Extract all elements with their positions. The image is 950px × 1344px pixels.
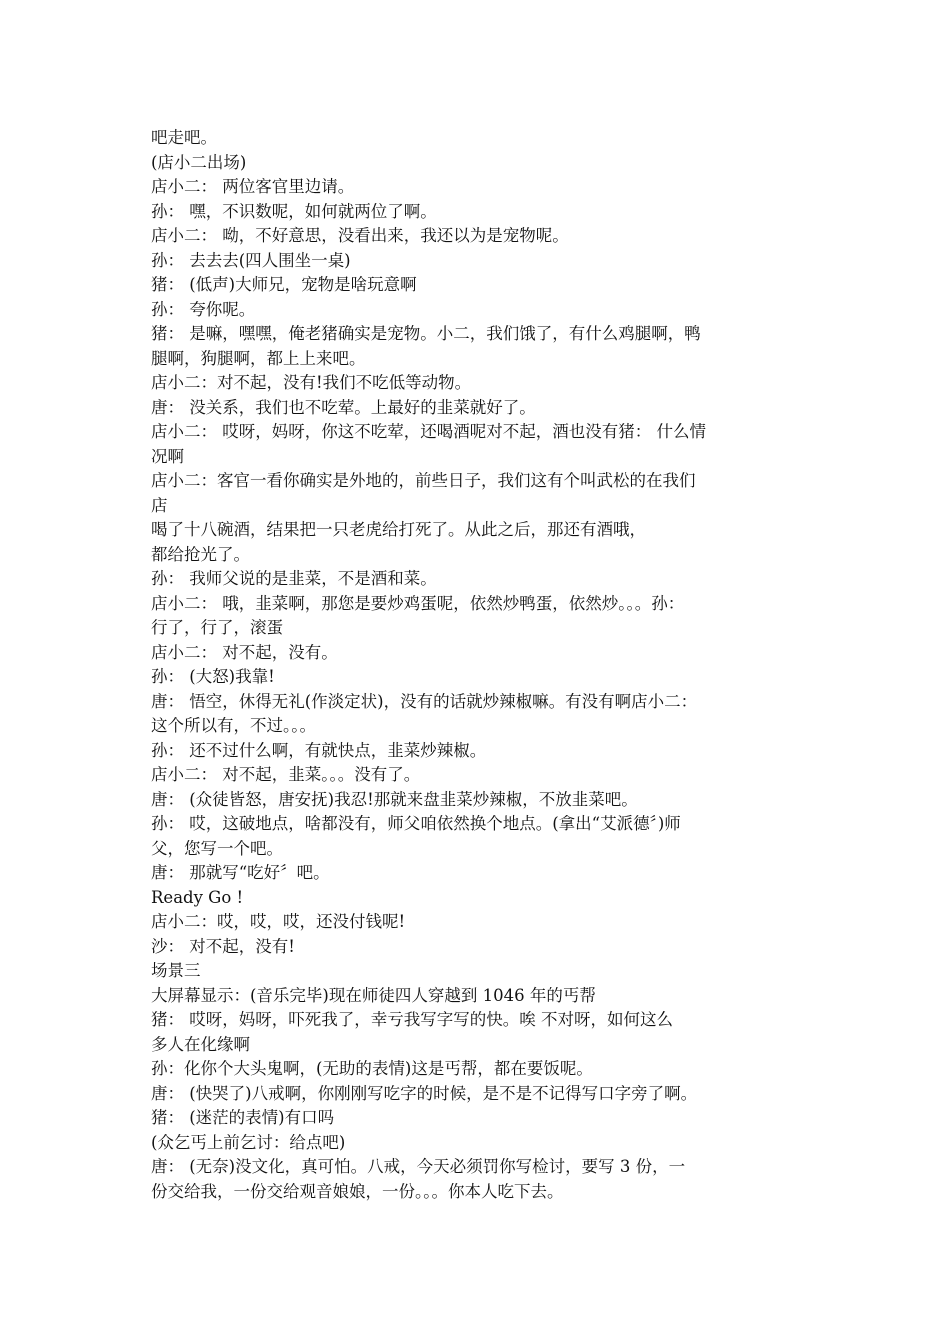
text-line: 孙： 我师父说的是韭菜，不是酒和菜。: [151, 569, 437, 588]
text-line: 父，您写一个吧。: [151, 838, 283, 858]
scene-heading: 场景三: [151, 961, 201, 980]
text-line: 店小二： 对不起，没有。: [151, 642, 338, 662]
text-line: 大屏幕显示：(音乐完毕)现在师徒四人穿越到 1046 年的丐帮: [151, 985, 596, 1005]
text-line: 猪： 哎呀，妈呀，吓死我了，幸亏我写字写的快。唉 不对呀，如何这么: [151, 1010, 673, 1029]
text-line: 这个所以有，不过。。。: [151, 716, 316, 735]
text-line: 店小二：哎，哎，哎，还没付钱呢!: [151, 912, 406, 931]
text-line: 店小二：对不起，没有!我们不吃低等动物。: [151, 373, 472, 392]
text-line: 店小二： 哦，韭菜啊，那您是要炒鸡蛋呢，依然炒鸭蛋，依然炒。。。孙：: [151, 593, 685, 613]
text-line: 吧走吧。: [151, 128, 217, 147]
text-line: 唐： 没关系，我们也不吃荤。上最好的韭菜就好了。: [151, 397, 536, 417]
text-line: 腿啊，狗腿啊，都上上来吧。: [151, 348, 366, 368]
text-line: 唐： 悟空，休得无礼(作淡定状)，没有的话就炒辣椒嘛。有没有啊店小二：: [151, 691, 698, 711]
text-line: 猪： (低声)大师兄，宠物是啥玩意啊: [151, 275, 417, 294]
text-line: (众乞丐上前乞讨：给点吧): [151, 1132, 346, 1152]
text-line: 唐： (众徒皆怒，唐安抚)我忍!那就来盘韭菜炒辣椒，不放韭菜吧。: [151, 789, 638, 809]
text-line: 都给抢光了。: [151, 544, 250, 564]
text-line: 沙： 对不起，没有!: [151, 936, 295, 956]
text-line: 孙： 夸你呢。: [151, 299, 256, 319]
text-line: 孙：化你个大头鬼啊，(无助的表情)这是丐帮，都在要饭呢。: [151, 1059, 593, 1078]
text-line: 猪： 是嘛，嘿嘿，俺老猪确实是宠物。小二，我们饿了，有什么鸡腿啊，鸭: [151, 324, 701, 343]
text-line: (店小二出场): [151, 152, 247, 172]
text-line: 孙： 哎，这破地点，啥都没有，师父咱依然换个地点。(拿出“艾派德〞)师: [151, 814, 681, 833]
text-line: 唐： (无奈)没文化，真可怕。八戒，今天必须罚你写检讨，要写 3 份，一: [151, 1157, 686, 1176]
text-line: 多人在化缘啊: [151, 1034, 250, 1054]
text-line: 孙： (大怒)我靠!: [151, 667, 275, 686]
text-line: Ready Go !: [151, 887, 244, 907]
script-text: [151, 126, 811, 1204]
text-line: 唐： 那就写“吃好〞吧。: [151, 863, 330, 882]
text-line: 况啊: [151, 446, 184, 466]
text-line: 店: [151, 495, 168, 515]
text-line: 店小二：客官一看你确实是外地的，前些日子，我们这有个叫武松的在我们: [151, 471, 696, 490]
text-line: 店小二： 对不起，韭菜。。。没有了。: [151, 765, 421, 784]
text-line: 店小二： 两位客官里边请。: [151, 177, 355, 196]
text-line: 行了，行了，滚蛋: [151, 618, 283, 637]
text-line: 店小二： 哎呀，妈呀，你这不吃荤，还喝酒呢对不起，酒也没有猪： 什么情: [151, 422, 706, 441]
text-line: 孙： 嘿，不识数呢，如何就两位了啊。: [151, 201, 437, 221]
text-line: 唐： (快哭了)八戒啊，你刚刚写吃字的时候，是不是不记得写口字旁了啊。: [151, 1083, 698, 1103]
text-line: 猪： (迷茫的表情)有口吗: [151, 1108, 335, 1127]
text-line: 店小二： 呦，不好意思，没看出来，我还以为是宠物呢。: [151, 226, 569, 245]
text-line: 孙： 去去去(四人围坐一桌): [151, 250, 351, 270]
text-line: 喝了十八碗酒，结果把一只老虎给打死了。从此之后，那还有酒哦，: [151, 520, 646, 539]
text-line: 份交给我，一份交给观音娘娘，一份。。。你本人吃下去。: [151, 1181, 564, 1201]
text-line: 孙： 还不过什么啊，有就快点，韭菜炒辣椒。: [151, 740, 487, 760]
